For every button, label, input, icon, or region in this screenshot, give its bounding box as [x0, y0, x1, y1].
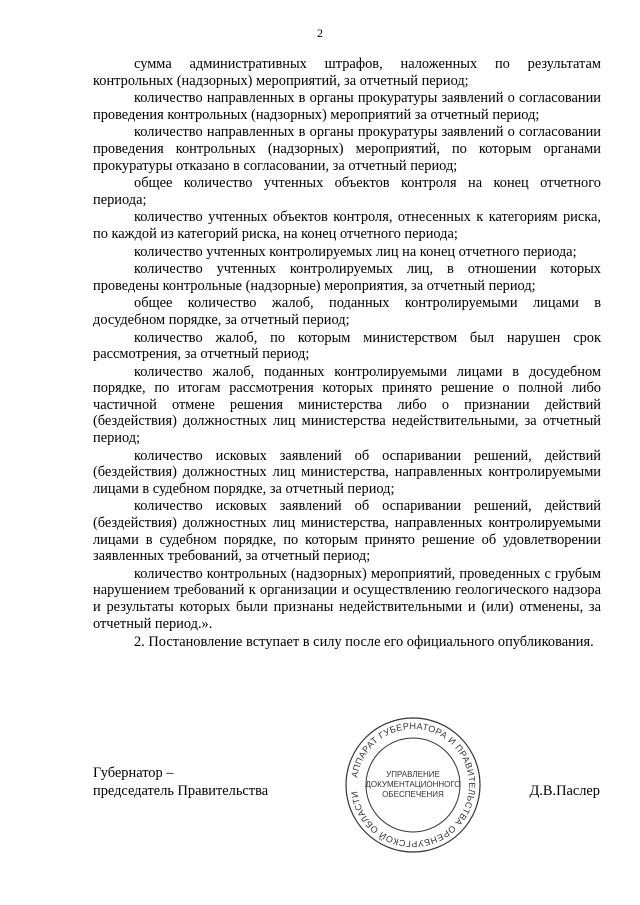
statistics-list	[93, 56, 601, 632]
statistics-item: количество контрольных (надзорных) мероприятий, проведенных с грубым нарушением требований к организации и осуществлению геологического надзора и результаты которых были признаны недействительными и (или) отменены, за отчетный период.».	[93, 565, 601, 632]
statistics-item: количество учтенных контролируемых лиц на конец отчетного периода;	[134, 243, 577, 260]
statistics-item: общее количество жалоб, поданных контролируемыми лицами в досудебном порядке, за отчетный период;	[93, 295, 601, 328]
page-number: 2	[317, 26, 323, 40]
statistics-item: количество жалоб, поданных контролируемыми лицами в досудебном порядке, по итогам рассмотрения которых принято решение о полной либо частичной отмене решения министерства либо о признании действий (бездействия) должностных лиц министерства недействительными, за отчетный период;	[93, 363, 601, 447]
statistics-item: количество направленных в органы прокуратуры заявлений о согласовании проведения контрольных (надзорных) мероприятий за отчетный период;	[93, 90, 601, 123]
statistics-item: количество учтенных объектов контроля, отнесенных к категориям риска, по каждой из категорий риска, на конец отчетного периода;	[93, 209, 601, 242]
signatory-title-line-1: Губернатор –	[93, 765, 174, 781]
statistics-item: сумма административных штрафов, наложенных по результатам контрольных (надзорных) мероприятий, за отчетный период;	[93, 56, 601, 89]
document-body	[93, 56, 601, 651]
seal-ring-text: АППАРАТ ГУБЕРНАТОРА И ПРАВИТЕЛЬСТВА ОРЕНБУРГСКОЙ ОБЛАСТИ	[349, 720, 478, 850]
statistics-item: количество исковых заявлений об оспаривании решений, действий (бездействия) должностных лиц министерства, направленных контролируемыми лицами в судебном порядке, по которым принято решение об удовлетворении заявленных требований, за отчетный период;	[93, 498, 601, 565]
clause-2: 2. Постановление вступает в силу после его официального опубликования.	[134, 634, 594, 651]
signatory-title-line-2: председатель Правительства	[93, 783, 269, 799]
statistics-item: общее количество учтенных объектов контроля на конец отчетного периода;	[93, 175, 601, 208]
seal-center-line-3: ОБЕСПЕЧЕНИЯ	[382, 790, 444, 799]
statistics-item: количество исковых заявлений об оспаривании решений, действий (бездействия) должностных лиц министерства, направленных контролируемыми лицами в судебном порядке, за отчетный период;	[93, 447, 601, 497]
statistics-item: количество жалоб, по которым министерством был нарушен срок рассмотрения, за отчетный период;	[93, 329, 601, 363]
seal-center-line-1: УПРАВЛЕНИЕ	[386, 770, 440, 779]
official-seal	[344, 716, 482, 854]
seal-center-line-2: ДОКУМЕНТАЦИОННОГО	[365, 780, 461, 789]
signatory-name: Д.В.Паслер	[529, 783, 600, 799]
statistics-item: количество учтенных контролируемых лиц, в отношении которых проведены контрольные (надзорные) мероприятия, за отчетный период;	[93, 261, 601, 294]
statistics-item: количество направленных в органы прокуратуры заявлений о согласовании проведения контрольных (надзорных) мероприятий, по которым органами прокуратуры отказано в согласовании, за отчетный период;	[93, 124, 601, 174]
signatory-title	[93, 764, 268, 800]
